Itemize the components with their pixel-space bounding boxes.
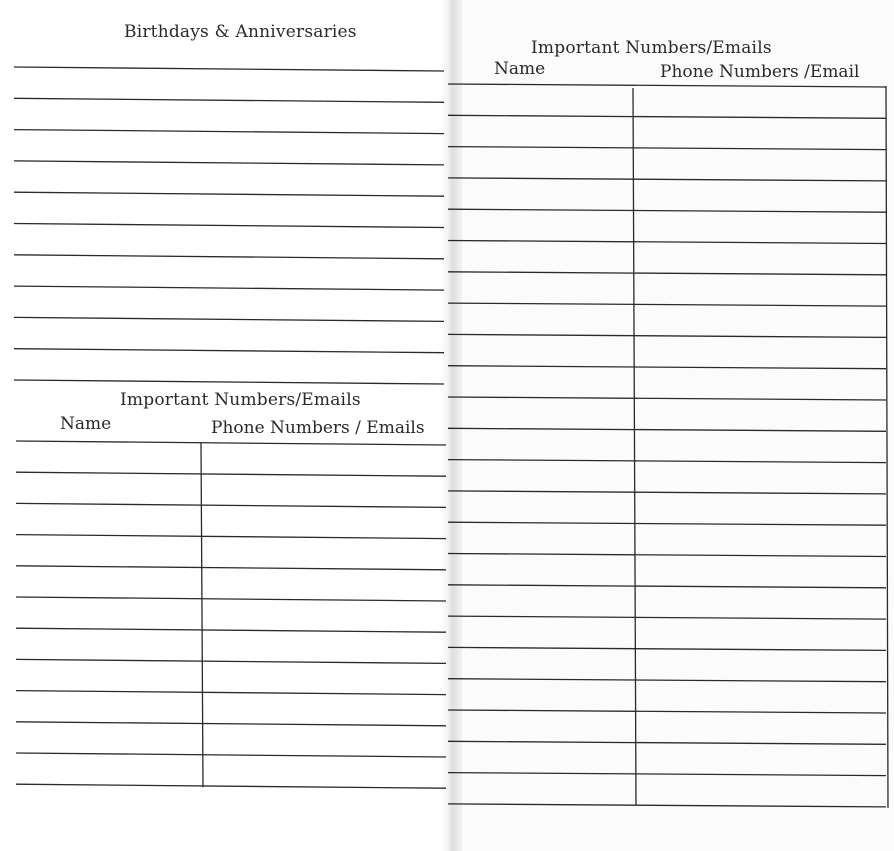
- right-table-row-line: [448, 366, 886, 369]
- birthdays-anniversaries-title: Birthdays & Anniversaries: [124, 22, 357, 42]
- right-table-row-line: [448, 585, 886, 588]
- left-table-row-line: [16, 691, 446, 695]
- left-table-row-line: [16, 628, 446, 632]
- left-table-row-line: [16, 722, 446, 726]
- right-table-row-line: [448, 397, 886, 400]
- right-numbers-table: [448, 0, 894, 851]
- left-table-row-line: [16, 503, 446, 507]
- right-table-row-line: [448, 460, 886, 463]
- right-name-column-header: Name: [494, 59, 546, 79]
- left-table-row-line: [16, 441, 446, 445]
- right-important-numbers-title: Important Numbers/Emails: [531, 38, 772, 58]
- left-table-row-line: [16, 659, 446, 663]
- right-contact-column-header: Phone Numbers /Email: [660, 62, 860, 82]
- left-table-row-line: [16, 597, 446, 601]
- right-table-row-line: [448, 178, 886, 181]
- right-table-row-line: [448, 773, 886, 776]
- right-table-outer-border: [886, 86, 888, 808]
- right-table-row-line: [448, 616, 886, 619]
- right-table-row-line: [448, 209, 886, 212]
- right-table-row-line: [448, 741, 886, 744]
- right-table-row-line: [448, 804, 886, 807]
- right-table-row-line: [448, 84, 886, 87]
- right-table-row-line: [448, 334, 886, 337]
- right-table-row-line: [448, 241, 886, 244]
- right-table-row-line: [448, 272, 886, 275]
- right-table-row-line: [448, 303, 886, 306]
- right-table-row-line: [448, 679, 886, 682]
- right-table-row-line: [448, 522, 886, 525]
- right-table-row-line: [448, 428, 886, 431]
- left-important-numbers-title: Important Numbers/Emails: [120, 390, 361, 410]
- left-name-column-header: Name: [60, 414, 112, 434]
- right-table-row-line: [448, 115, 886, 118]
- left-table-row-line: [16, 784, 446, 788]
- right-table-row-line: [448, 647, 886, 650]
- left-table-row-line: [16, 472, 446, 476]
- right-table-row-line: [448, 554, 886, 557]
- left-contact-column-header: Phone Numbers / Emails: [211, 418, 425, 438]
- left-table-row-line: [16, 566, 446, 570]
- left-table-column-divider: [201, 442, 203, 787]
- left-table-row-line: [16, 535, 446, 539]
- right-table-row-line: [448, 710, 886, 713]
- right-table-row-line: [448, 491, 886, 494]
- right-page: [448, 0, 894, 851]
- left-table-row-line: [16, 753, 446, 757]
- right-table-column-divider: [633, 88, 636, 806]
- right-table-row-line: [448, 147, 886, 150]
